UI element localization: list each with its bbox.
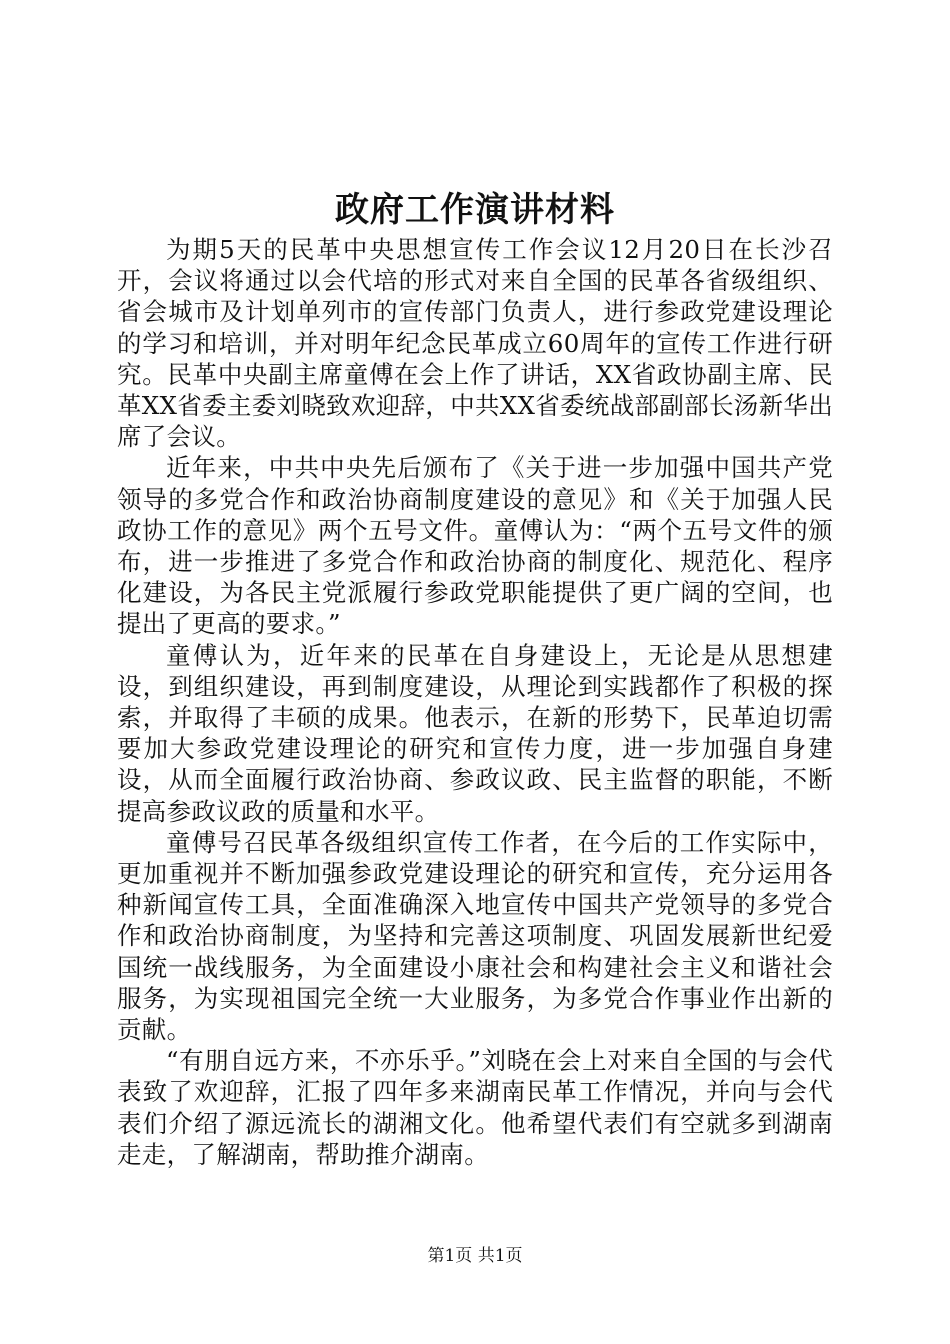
paragraph-5: “有朋自远方来，不亦乐乎。”刘晓在会上对来自全国的与会代表致了欢迎辞，汇报了四年多来湖南民革工作情况，并向与会代表们介绍了源远流长的湖湘文化。他希望代表们有空就多到湖南走走，了解湖南，帮助推介湖南。 <box>117 1046 833 1169</box>
paragraph-3: 童傅认为，近年来的民革在自身建设上，无论是从思想建设，到组织建设，再到制度建设，从理论到实践都作了积极的探索，并取得了丰硕的成果。他表示，在新的形势下，民革迫切需要加大参政党建设理论的研究和宣传力度，进一步加强自身建设，从而全面履行政治协商、参政议政、民主监督的职能，不断提高参政议政的质量和水平。 <box>117 640 833 826</box>
paragraph-1: 为期5天的民革中央思想宣传工作会议12月20日在长沙召开，会议将通过以会代培的形式对来自全国的民革各省级组织、省会城市及计划单列市的宣传部门负责人，进行参政党建设理论的学习和培训，并对明年纪念民革成立60周年的宣传工作进行研究。民革中央副主席童傅在会上作了讲话，XX省政协副主席、民革XX省委主委刘晓致欢迎辞，中共XX省委统战部副部长汤新华出席了会议。 <box>117 235 833 452</box>
document-body <box>117 234 833 1170</box>
paragraph-4: 童傅号召民革各级组织宣传工作者，在今后的工作实际中，更加重视并不断加强参政党建设理论的研究和宣传，充分运用各种新闻宣传工具，全面准确深入地宣传中国共产党领导的多党合作和政治协商制度，为坚持和完善这项制度、巩固发展新世纪爱国统一战线服务，为全面建设小康社会和构建社会主义和谐社会服务，为实现祖国完全统一大业服务，为多党合作事业作出新的贡献。 <box>117 827 833 1045</box>
page-footer: 第1页 共1页 <box>427 1246 523 1266</box>
document-title: 政府工作演讲材料 <box>335 190 615 230</box>
paragraph-2: 近年来，中共中央先后颁布了《关于进一步加强中国共产党领导的多党合作和政治协商制度建设的意见》和《关于加强人民政协工作的意见》两个五号文件。童傅认为：“两个五号文件的颁布，进一步推进了多党合作和政治协商的制度化、规范化、程序化建设，为各民主党派履行参政党职能提供了更广阔的空间，也提出了更高的要求。” <box>117 453 833 639</box>
